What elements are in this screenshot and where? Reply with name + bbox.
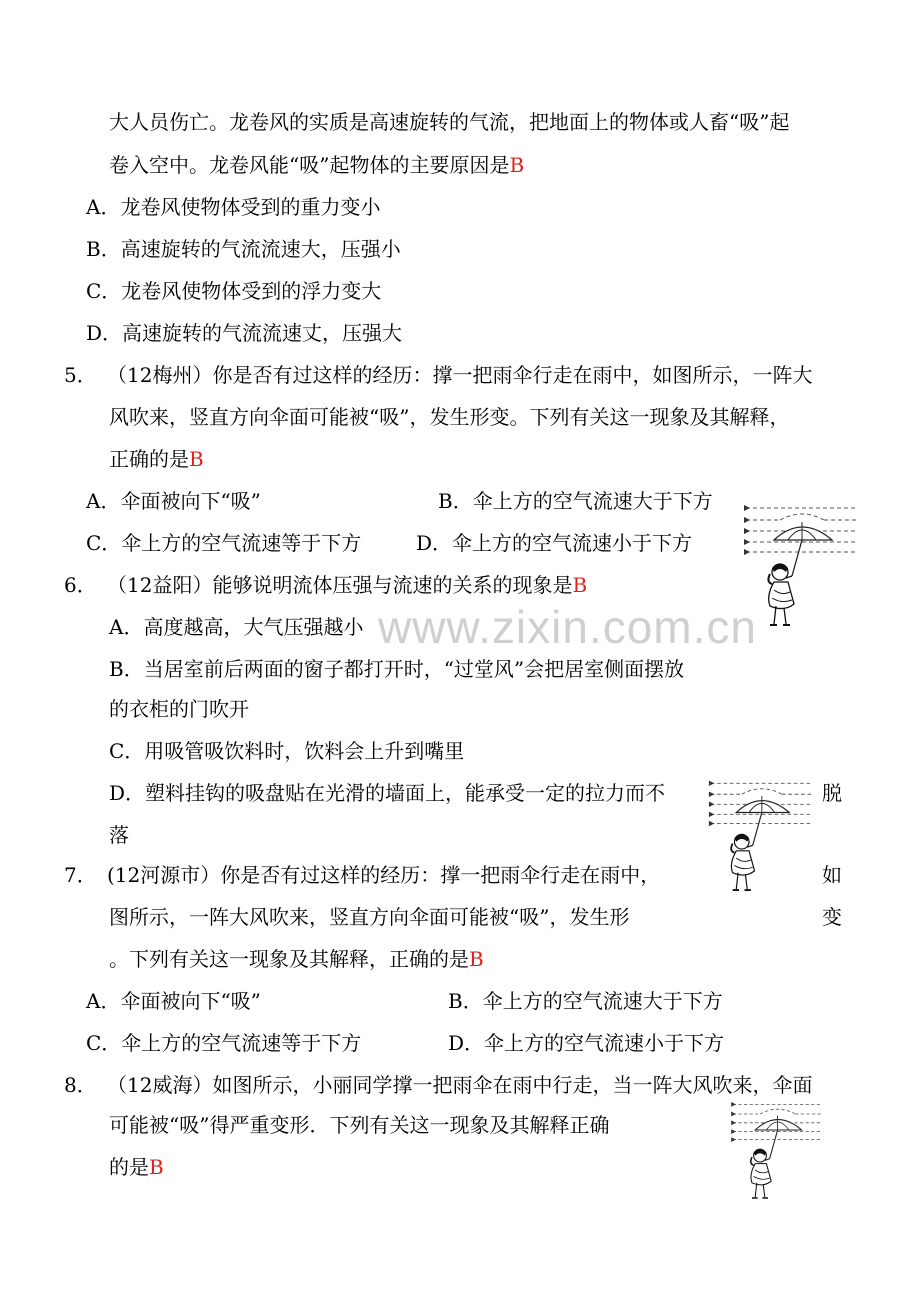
q4-option-b: B．高速旋转的气流流速大，压强小 bbox=[86, 237, 401, 261]
q7-stem-line1: (12河源市）你是否有过这样的经历：撑一把雨伞行走在雨中， bbox=[107, 863, 661, 887]
q6-option-a: A．高度越高，大气压强越小 bbox=[109, 615, 364, 639]
q6-option-b: B．当居室前后两面的窗子都打开时，“过堂风”会把居室侧面摆放 bbox=[109, 657, 685, 681]
q4-option-c: C．龙卷风使物体受到的浮力变大 bbox=[86, 279, 382, 303]
q4-option-a: A．龙卷风使物体受到的重力变小 bbox=[86, 195, 381, 219]
q7-option-c: C．伞上方的空气流速等于下方 bbox=[86, 1031, 362, 1055]
q8-stem-line1: （12威海）如图所示，小丽同学撑一把雨伞在雨中行走，当一阵大风吹来，伞面 bbox=[107, 1073, 813, 1097]
q6-option-d-end: 落 bbox=[109, 823, 129, 847]
q8-answer: B bbox=[149, 1155, 164, 1179]
q5-option-d: D．伞上方的空气流速小于下方 bbox=[416, 531, 693, 555]
q7-stem-line3: 。下列有关这一现象及其解释，正确的是B bbox=[109, 947, 484, 971]
q8-stem-line3: 的是B bbox=[109, 1155, 164, 1179]
q5-answer: B bbox=[189, 447, 204, 471]
q6-option-c: C．用吸管吸饮料时，饮料会上升到嘴里 bbox=[109, 739, 465, 763]
q7-stem-line2-end: 变 bbox=[822, 905, 842, 929]
q6-option-d: D．塑料挂钩的吸盘贴在光滑的墙面上，能承受一定的拉力而不 bbox=[109, 781, 666, 805]
q4-answer: B bbox=[509, 153, 525, 177]
q5-stem-line1: （12梅州）你是否有过这样的经历：撑一把雨伞行走在雨中，如图所示，一阵大 bbox=[107, 363, 813, 387]
q7-stem-line2: 图所示，一阵大风吹来，竖直方向伞面可能被“吸”，发生形 bbox=[109, 905, 630, 929]
umbrella-girl-figure-q7 bbox=[700, 776, 820, 922]
q5-option-c: C．伞上方的空气流速等于下方 bbox=[86, 531, 362, 555]
q7-number: 7． bbox=[64, 863, 97, 887]
q5-number: 5． bbox=[64, 363, 97, 387]
q7-stem-line1-end: 如 bbox=[822, 863, 842, 887]
q7-option-b: B．伞上方的空气流速大于下方 bbox=[448, 989, 723, 1013]
q6-option-d-cont: 脱 bbox=[822, 781, 842, 805]
q8-number: 8． bbox=[64, 1073, 97, 1097]
q5-stem-line2: 风吹来，竖直方向伞面可能被“吸”，发生形变。下列有关这一现象及其解释， bbox=[109, 405, 790, 429]
q7-option-a: A．伞面被向下“吸” bbox=[86, 989, 261, 1013]
q5-option-a: A．伞面被向下“吸” bbox=[86, 489, 261, 513]
q6-stem-line1: （12益阳）能够说明流体压强与流速的关系的现象是B bbox=[107, 573, 588, 597]
q7-answer: B bbox=[469, 947, 484, 971]
q4-stem-line2: 卷入空中。龙卷风能“吸”起物体的主要原因是B bbox=[109, 153, 525, 177]
watermark: www.zixin.com.cn bbox=[378, 601, 757, 653]
q4-option-d: D．高速旋转的气流流速丈，压强大 bbox=[86, 321, 403, 345]
q5-option-b: B．伞上方的空气流速大于下方 bbox=[438, 489, 713, 513]
q6-answer: B bbox=[572, 573, 588, 597]
q6-option-b-cont: 的衣柜的门吹开 bbox=[109, 697, 249, 721]
q8-stem-line2: 可能被“吸”得严重变形．下列有关这一现象及其解释正确 bbox=[109, 1113, 610, 1137]
q6-number: 6． bbox=[64, 573, 97, 597]
umbrella-girl-figure-q8 bbox=[716, 1098, 836, 1226]
q4-stem-line1: 大人员伤亡。龙卷风的实质是高速旋转的气流，把地面上的物体或人畜“吸”起 bbox=[109, 110, 790, 134]
q7-option-d: D．伞上方的空气流速小于下方 bbox=[448, 1031, 725, 1055]
q5-stem-line3: 正确的是B bbox=[109, 447, 204, 471]
umbrella-girl-figure-q5 bbox=[740, 500, 860, 660]
